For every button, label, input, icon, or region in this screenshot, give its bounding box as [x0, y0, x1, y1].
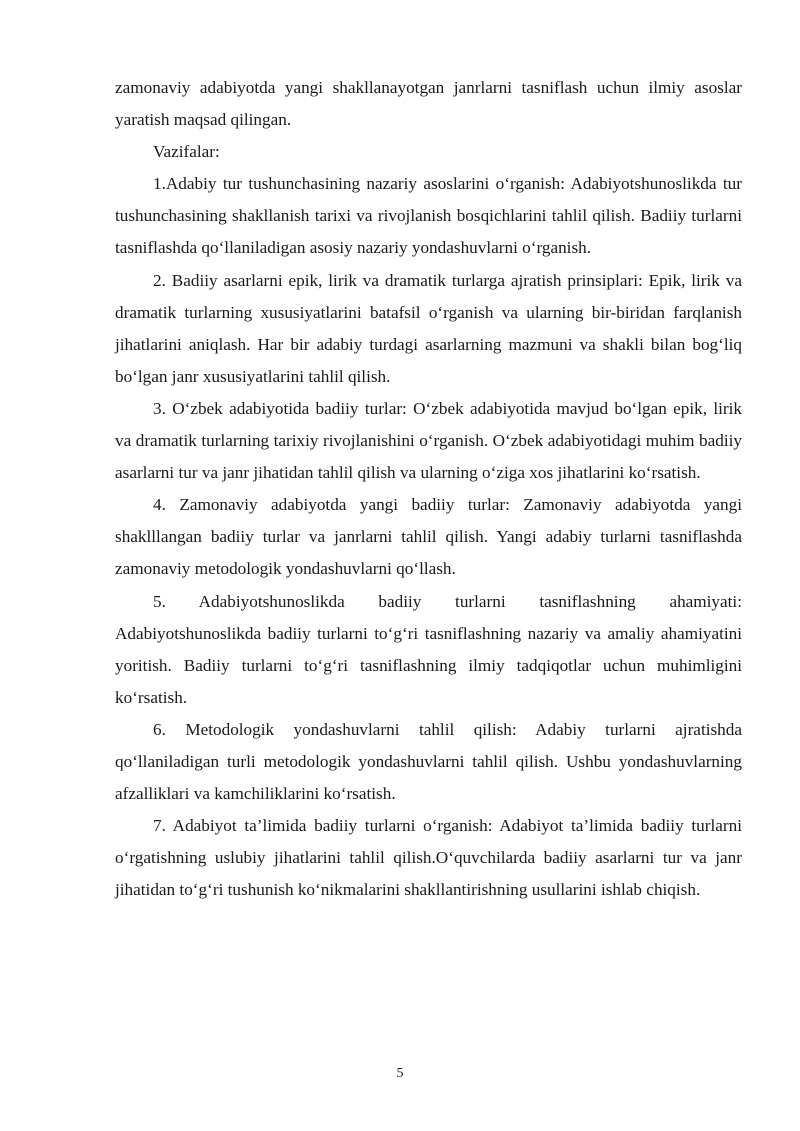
task-item-6: 6. Metodologik yondashuvlarni tahlil qilish: Adabiy turlarni ajratishda qo‘llaniladigan turli metodologik yondashuvlarni tahlil qilish. Ushbu yondashuvlarning afzalliklari va kamchiliklarini ko‘rsatish.	[115, 719, 742, 804]
tasks-heading: Vazifalar:	[153, 142, 220, 162]
page-body	[115, 72, 742, 906]
task-item-4: 4. Zamonaviy adabiyotda yangi badiiy turlar: Zamonaviy adabiyotda yangi shaklllangan badiiy turlar va janrlarni tahlil qilish. Yangi adabiy turlarni tasniflashda zamonaviy metodologik yondashuvlarni qo‘llash.	[115, 495, 742, 579]
task-item-1: 1.Adabiy tur tushunchasining nazariy asoslarini o‘rganish: Adabiyotshunoslikda tur tushunchasining shakllanish tarixi va rivojlanish bosqichlarini tahlil qilish. Badiiy turlarni tasniflashda qo‘llaniladigan asosiy nazariy yondashuvlarni o‘rganish.	[115, 174, 742, 258]
paragraph-intro-continuation: zamonaviy adabiyotda yangi shakllanayotgan janrlarni tasniflash uchun ilmiy asoslar yaratish maqsad qilingan.	[115, 78, 742, 130]
task-item-3: 3. O‘zbek adabiyotida badiiy turlar: O‘zbek adabiyotida mavjud bo‘lgan epik, lirik va dramatik turlarning tarixiy rivojlanishini o‘rganish. O‘zbek adabiyotidagi muhim badiiy asarlarni tur va janr jihatidan tahlil qilish va ularning o‘ziga xos jihatlarini ko‘rsatish.	[115, 398, 742, 483]
task-item-7: 7. Adabiyot ta’limida badiiy turlarni o‘rganish: Adabiyot ta’limida badiiy turlarni o‘rgatishning uslubiy jihatlarini tahlil qilish.O‘quvchilarda badiiy asarlarni tur va janr jihatidan to‘g‘ri tushunish ko‘nikmalarini shakllantirishning usullarini ishlab chiqish.	[115, 816, 742, 900]
task-item-2: 2. Badiiy asarlarni epik, lirik va dramatik turlarga ajratish prinsiplari: Epik, lirik va dramatik turlarning xususiyatlarini batafsil o‘rganish va ularning bir-biridan farqlanish jihatlarini aniqlash. Har bir adabiy turdagi asarlarning mazmuni va shakli bilan bog‘liq bo‘lgan janr xususiyatlarini tahlil qilish.	[115, 270, 742, 386]
page-number: 5	[396, 1066, 404, 1081]
task-item-5: 5. Adabiyotshunoslikda badiiy turlarni tasniflashning ahamiyati: Adabiyotshunoslikda badiiy turlarni to‘g‘ri tasniflashning nazariy va amaliy ahamiyatini yoritish. Badiiy turlarni to‘g‘ri tasniflashning ilmiy tadqiqotlar uchun muhimligini ko‘rsatish.	[115, 591, 742, 707]
